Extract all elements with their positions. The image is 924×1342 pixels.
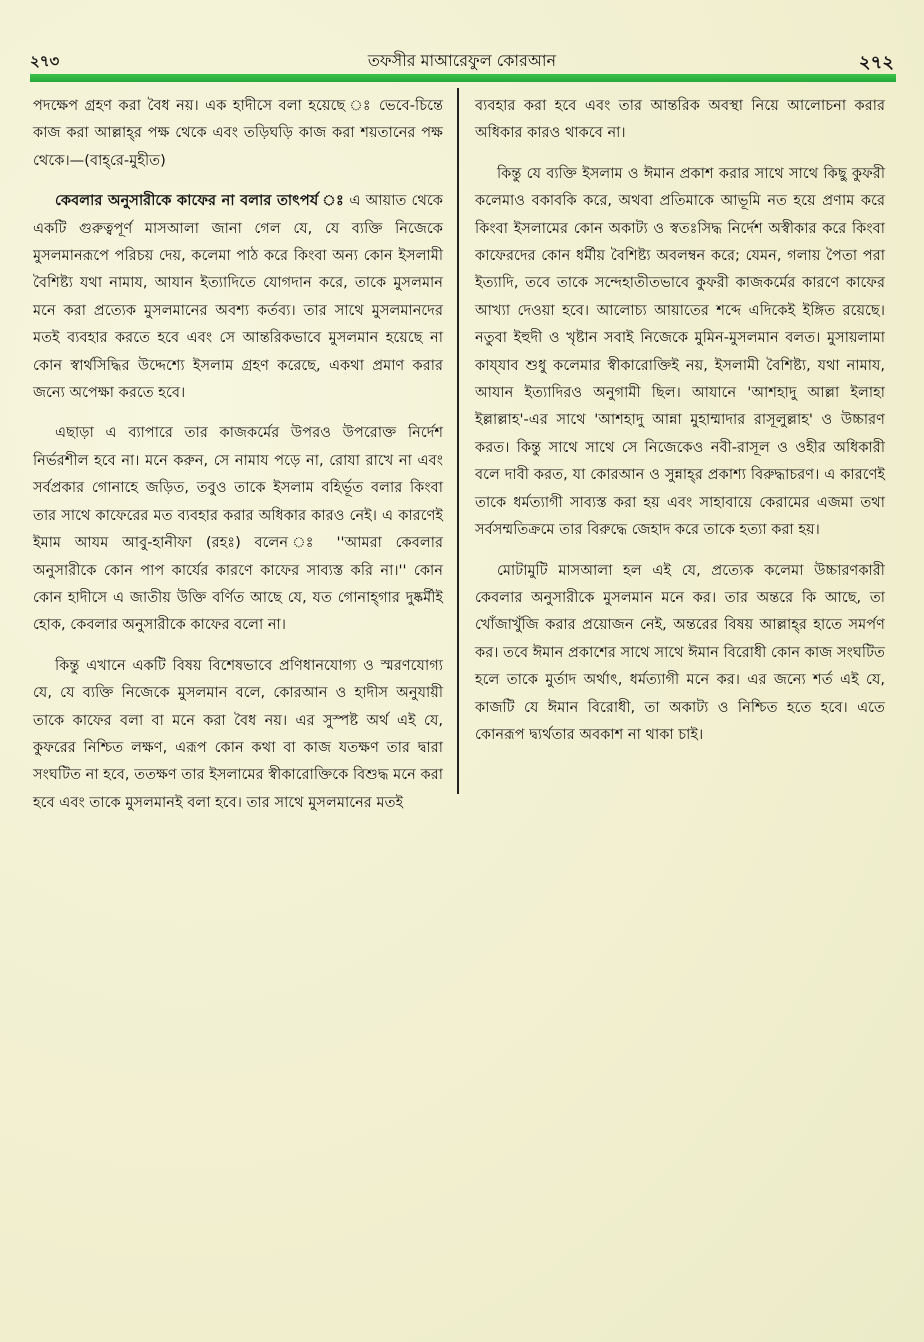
page-number-right: ২৭২ [858,52,894,73]
running-title: তফসীর মাআরেফুল কোরআন [367,51,557,70]
paragraph [33,187,443,406]
column-divider [457,88,459,794]
paragraph: মোটামুটি মাসআলা হল এই যে, প্রত্যেক কলেমা উচ্চারণকারী কেবলার অনুসারীকে মুসলমান মনে কর। তার অন্তরে কি আছে, তা খোঁজাখুঁজি করার প্রয়োজন নেই, অন্তরের বিষয় আল্লাহ্‌র হাতে সমর্পণ কর। তবে ঈমান প্রকাশের সাথে সাথে ঈমান বিরোধী কোন কাজ সংঘটিত হলে তাকে মুর্তাদ অর্থাৎ, ধর্মত্যাগী মনে কর। এর জন্যে শর্ত এই যে, কাজটি যে ঈমান বিরোধী, তা অকাট্য ও নিশ্চিত হতে হবে। এতে কোনরূপ দ্ব্যর্থতার অবকাশ না থাকা চাই। [475,561,885,743]
paragraph: কিন্তু যে ব্যক্তি ইসলাম ও ঈমান প্রকাশ করার সাথে সাথে কিছু কুফরী কলেমাও বকাবকি করে, অথবা প্রতিমাকে আভূমি নত হয়ে প্রণাম করে কিংবা ইসলামের কোন অকাট্য ও স্বতঃসিদ্ধ নির্দেশ অস্বীকার করে কিংবা কাফেরদের কোন ধর্মীয় বৈশিষ্ট্য অবলম্বন করে; যেমন, গলায় পৈতা পরা ইত্যাদি, তবে তাকে সন্দেহাতীতভাবে কুফরী কাজকর্মের কারণে কাফের আখ্যা দেওয়া হবে। আলোচ্য আয়াতের শব্দে এদিকেই ইঙ্গিত রয়েছে। নতুবা ইহুদী ও খৃষ্টান সবাই নিজেকে মুমিন-মুসলমান বলত। মুসায়লামা কায্‌যাব শুধু কলেমার স্বীকারোক্তিই নয়, ইসলামী বৈশিষ্ট্য, যথা নামায, আযান ইত্যাদিরও অনুগামী ছিল। আযানে 'আশহাদু আল্লা ইলাহা ইল্লাল্লাহ'-এর সাথে 'আশহাদু আন্না মুহাম্মাদার রাসূলুল্লাহ' ও উচ্চারণ করত। কিন্তু সাথে সাথে সে নিজেকেও নবী-রাসূল ও ওহীর অধিকারী বলে দাবী করত, যা কোরআন ও সুন্নাহ্‌র প্রকাশ্য বিরুদ্ধাচরণ। এ কারণেই তাকে ধর্মত্যাগী সাব্যস্ত করা হয় এবং সাহাবায়ে কেরামের এজমা তথা সর্বসম্মতিক্রমে তার বিরুদ্ধে জেহাদ করে তাকে হত্যা করা হয়। [475,164,885,539]
paragraph: এছাড়া এ ব্যাপারে তার কাজকর্মের উপরও উপরোক্ত নির্দেশ নির্ভরশীল হবে না। মনে করুন, সে নামায পড়ে না, রোযা রাখে না এবং সর্বপ্রকার গোনাহে জড়িত, তবুও তাকে ইসলাম বহির্ভূত বলার কিংবা তার সাথে কাফেরের মত ব্যবহার করার অধিকার কারও নেই। এ কারণেই ইমাম আযম আবু-হানীফা (রহঃ) বলেন ঃ ''আমরা কেবলার অনুসারীকে কোন পাপ কার্যের কারণে কাফের সাব্যস্ত করি না।'' কোন কোন হাদীসে এ জাতীয় উক্তি বর্ণিত আছে যে, যত গোনাহ্‌গার দুষ্কর্মীই হোক, কেবলার অনুসারীকে কাফের বলো না। [33,424,443,634]
paragraph: ব্যবহার করা হবে এবং তার আন্তরিক অবস্থা নিয়ে আলোচনা করার অধিকার কারও থাকবে না। [475,97,885,142]
header-rule [30,74,896,82]
paragraph: পদক্ষেপ গ্রহণ করা বৈধ নয়। এক হাদীসে বলা হয়েছে ঃ ভেবে-চিন্তে কাজ করা আল্লাহ্‌র পক্ষ থেকে এবং তড়িঘড়ি কাজ করা শয়তানের পক্ষ থেকে।—(বাহ্‌রে-মুহীত) [33,97,443,169]
paragraph: কিন্তু এখানে একটি বিষয় বিশেষভাবে প্রণিধানযোগ্য ও স্মরণযোগ্য যে, যে ব্যক্তি নিজেকে মুসলমান বলে, কোরআন ও হাদীস অনুযায়ী তাকে কাফের বলা বা মনে করা বৈধ নয়। এর সুস্পষ্ট অর্থ এই যে, কুফরের নিশ্চিত লক্ষণ, এরূপ কোন কথা বা কাজ যতক্ষণ তার দ্বারা সংঘটিত না হবে, ততক্ষণ তার ইসলামের স্বীকারোক্তিকে বিশুদ্ধ মনে করা হবে এবং তাকে মুসলমানই বলা হবে। তার সাথে মুসলমানের মতই [33,656,443,811]
page-header [30,44,894,74]
paragraph-body: এ আয়াত থেকে একটি গুরুত্বপূর্ণ মাসআলা জানা গেল যে, যে ব্যক্তি নিজেকে মুসলমানরূপে পরিচয় দেয়, কলেমা পাঠ করে কিংবা অন্য কোন ইসলামী বৈশিষ্ট্য যথা নামায, আযান ইত্যাদিতে যোগদান করে, তাকে মুসলমান মনে করা প্রত্যেক মুসলমানের অবশ্য কর্তব্য। তার সাথে মুসলমানদের মতই ব্যবহার করতে হবে এবং সে আন্তরিকভাবে মুসলমান হয়েছে না কোন স্বার্থসিদ্ধির উদ্দেশ্যে ইসলাম গ্রহণ করেছে, একথা প্রমাণ করার জন্যে অপেক্ষা করতে হবে। [33,192,443,402]
page-number-left: ২৭৩ [30,52,60,70]
right-column [475,92,885,761]
section-heading: কেবলার অনুসারীকে কাফের না বলার তাৎপর্য ঃ [55,192,345,210]
left-column [33,92,443,829]
